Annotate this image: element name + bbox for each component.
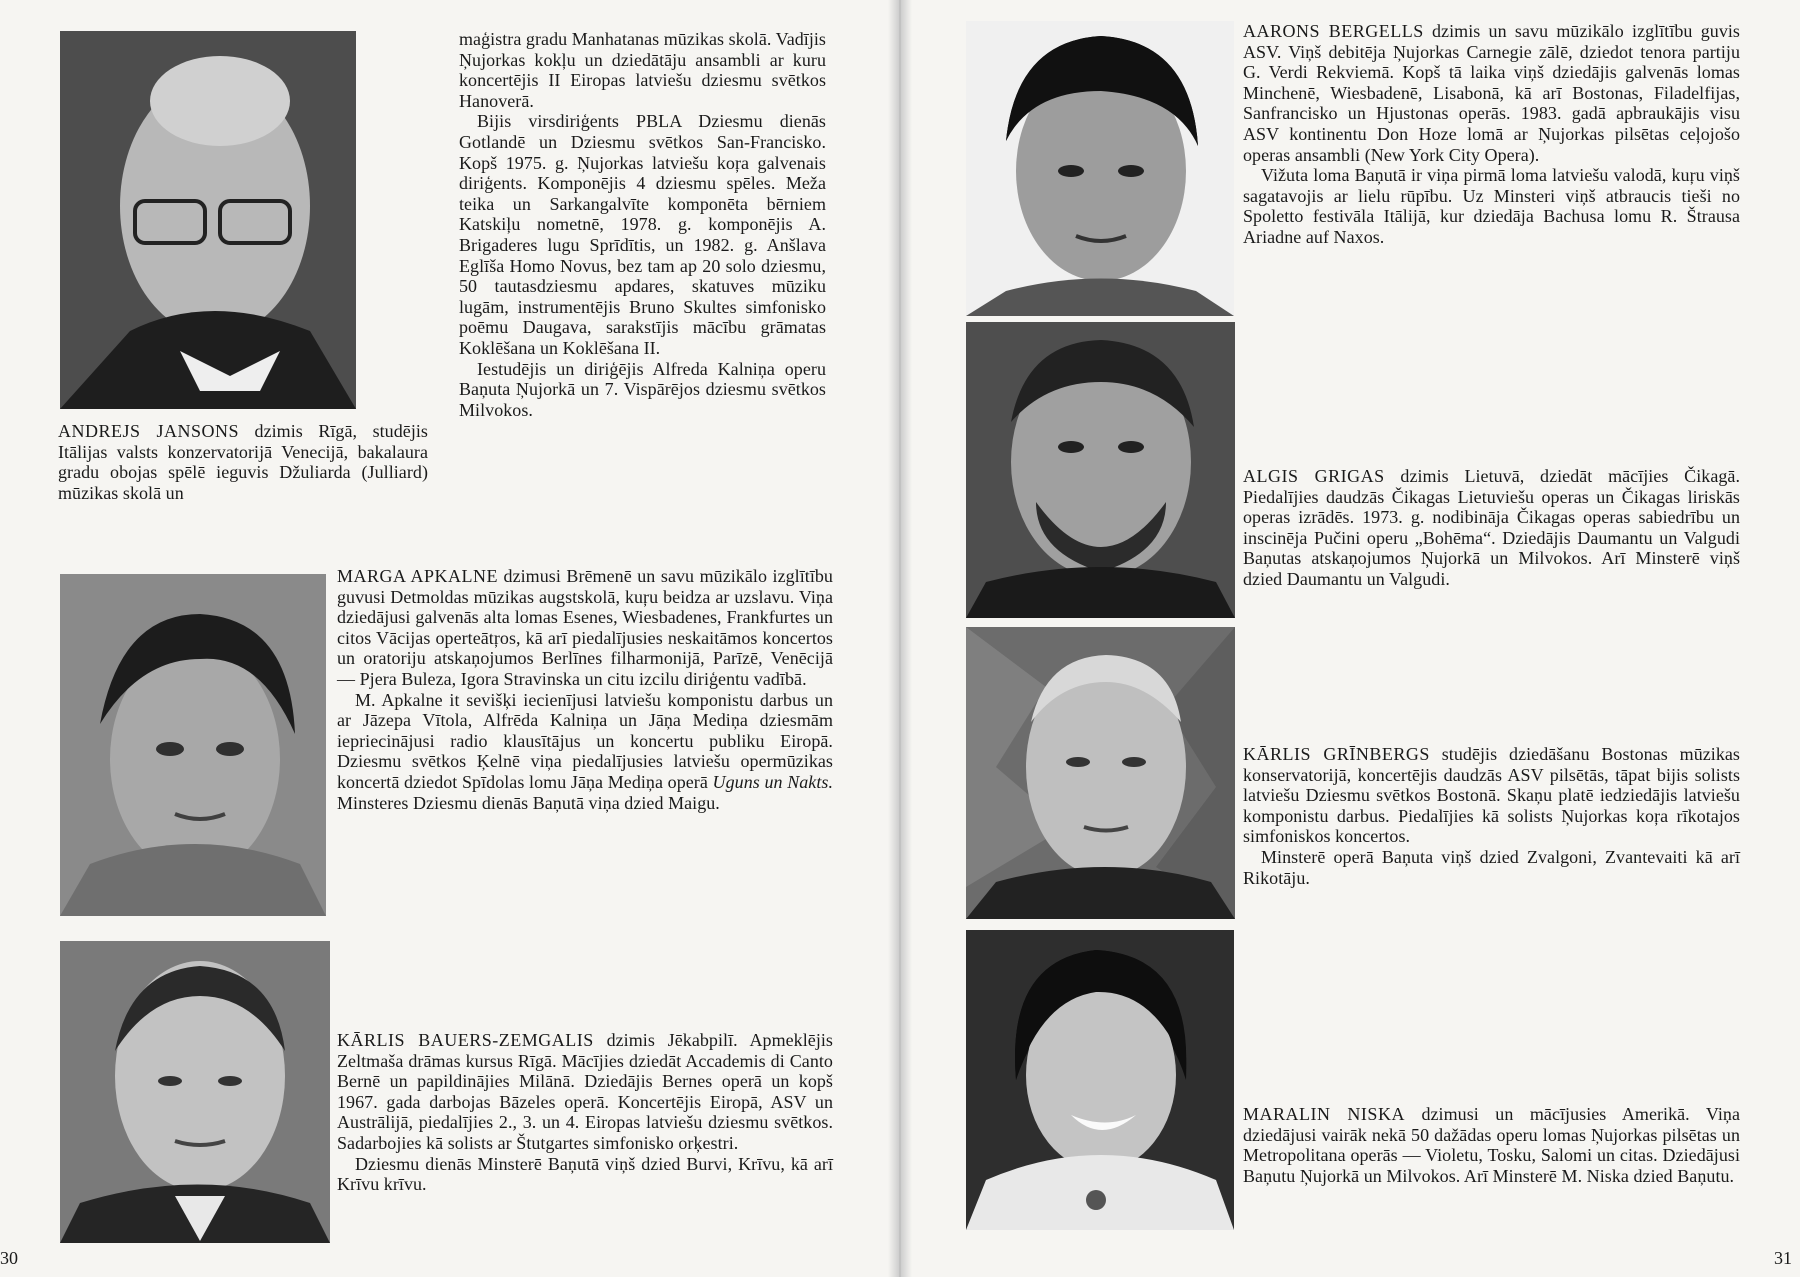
jansons-portrait (60, 31, 356, 409)
apkalne-portrait (60, 574, 326, 916)
bergells-bio (1243, 21, 1740, 248)
apkalne-bio (337, 566, 833, 813)
jansons-bio-p3: Iestudējis un diriģējis Alfreda Kalniņa operu Baņuta Ņujorkā un 7. Vispārējos dziesmu svētkos Milvokos. (459, 358, 826, 420)
jansons-bio-p1: dzimis Rīgā, studējis Itālijas valsts konzervatorijā Venecijā, bakalaura gradu obojas spēlē ieguvis Džuliarda (Julliard) mūzikas skolā un (58, 421, 428, 503)
grinbergs-bio-p1: studējis dziedāšanu Bostonas mūzikas konservatorijā, koncertējis daudzās ASV pilsētās, tāpat bijis solists latviešu Dziesmu svētkos Bostonā. Skaņu platē iedziedājis latviešu komponistu darbus. Piedalījies kā solists Ņujorkas koŗa rīkotajos simfoniskos koncertos. (1243, 744, 1740, 847)
bauers-portrait (60, 941, 330, 1243)
apkalne-bio-p2a: M. Apkalne it sevišķi iecienījusi latviešu komponistu darbus un ar Jāzepa Vītola, Alfrēda Kalniņa un Jāņa Mediņa dziesmām iepriecinājusi radio klausītājus un koncertu publiku Eiropā. Dziesmu svētkos Ķelnē viņa piedalījusies latviešu opermūzikas koncertā dziedot Spīdolas lomu Jāņa Mediņa operā (337, 689, 833, 792)
apkalne-opera-title: Uguns un Nakts. (712, 771, 833, 792)
apkalne-bio-p1: dzimusi Brēmenē un savu mūzikālo izglītību guvusi Detmoldas mūzikas augstskolā, kuŗu beidza ar uzslavu. Viņa dziedājusi galvenās alta lomas Esenes, Wiesbadenes, Frankfurtes un citos Vācijas operteātŗos, kā arī piedalījusies neskaitāmos koncertos un oratoriju atskaņojumos Berlīnes filharmonijā, Parīzē, Venēcijā — Pjera Buleza, Igora Stravinska un citu izcilu diriģentu vadībā. (337, 566, 833, 689)
grigas-portrait (966, 322, 1235, 618)
jansons-bio-start (58, 421, 428, 503)
page-number-right: 31 (1774, 1248, 1792, 1268)
bauers-bio (337, 1030, 833, 1195)
grigas-name: ALGIS GRIGAS (1243, 466, 1385, 486)
niska-bio-p1: dzimusi un mācījusies Amerikā. Viņa dziedājusi vairāk nekā 50 dažādas operu lomas Ņujorkas pilsētas un Metropolitana operās — Violetu, Tosku, Salomi un citas. Dziedājusi Baņutu Ņujorkā un Milvokos. Arī Minsterē M. Niska dzied Baņutu. (1243, 1104, 1741, 1186)
grinbergs-bio (1243, 744, 1740, 888)
jansons-bio-p1-cont: maģistra gradu Manhatanas mūzikas skolā. Vadījis Ņujorkas kokļu un dziedātāju ansambli ar kuru koncertējis II Eiropas latviešu dziesmu svētkos Hanoverā. (459, 29, 826, 111)
grinbergs-bio-p2: Minsterē operā Baņuta viņš dzied Zvalgoni, Zvantevaiti kā arī Rikotāju. (1243, 846, 1740, 888)
bauers-bio-p1: dzimis Jēkabpilī. Apmeklējis Zeltmaša drāmas kursus Rīgā. Mācījies dziedāt Accademis di Canto Bernē un papildinājies Milānā. Dziedājis Bernes operā un kopš 1967. gada darbojas Bāzeles operā. Koncertējis Eiropā, ASV un Austrālijā, piedalījies 2., 3. un 4. Eiropas latviešu dziesmu svētkos. Sadarbojies kā solists ar Štutgartes simfonisko orķestri. (337, 1030, 833, 1153)
jansons-bio-continued (459, 29, 826, 420)
niska-portrait (966, 930, 1234, 1230)
grigas-bio (1243, 466, 1740, 590)
bauers-bio-p2: Dziesmu dienās Minsterē Baņutā viņš dzied Burvi, Krīvu, kā arī Krīvu krīvu. (337, 1153, 833, 1195)
jansons-name: ANDREJS JANSONS (58, 421, 239, 441)
book-gutter (888, 0, 912, 1277)
bauers-name: KĀRLIS BAUERS-ZEMGALIS (337, 1030, 594, 1050)
apkalne-bio-p2b: Minsteres Dziesmu dienās Baņutā viņa dzied Maigu. (337, 792, 720, 813)
page-number-left: 30 (0, 1248, 18, 1268)
bergells-bio-p2: Vižuta loma Baņutā ir viņa pirmā loma latviešu valodā, kuŗu viņš sagatavojis ar lielu rūpību. Uz Minsteri viņš atbraucis tieši no Spoletto festivāla Itālijā, kur dziedāja Bachusa lomu R. Štrausa Ariadne auf Naxos. (1243, 165, 1740, 247)
grinbergs-name: KĀRLIS GRĪNBERGS (1243, 744, 1430, 764)
niska-bio (1243, 1104, 1740, 1186)
bergells-name: AARONS BERGELLS (1243, 21, 1424, 41)
niska-name: MARALIN NISKA (1243, 1104, 1405, 1124)
bergells-bio-p1: dzimis un savu mūzikālo izglītību guvis ASV. Viņš debitēja Ņujorkas Carnegie zālē, dziedot tenora partiju G. Verdi Rekviemā. Kopš tā laika viņš dziedājis galvenās lomas Minchenē, Wiesbadenē, Lisabonā, kā arī Bostonas, Filadelfijas, Sanfrancisko un Hjustonas operās. 1983. gadā apbraukājis visu ASV kontinentu Don Hoze lomā ar Ņujorkas pilsētas ceļojošo operas ansambli (New York City Opera). (1243, 21, 1740, 165)
grigas-bio-p1: dzimis Lietuvā, dziedāt mācījies Čikagā. Piedalījies daudzās Čikagas Lietuviešu operas un Čikagas liriskās operas izrādēs. 1973. g. nodibināja Čikagas operas sabiedrību un inscinēja Pučini operu „Bohēma“. Dziedājis Daumantu un Valgudi Baņutas atskaņojumos Ņujorkā un Milvokos. Arī Minsterē viņš dzied Daumantu un Valgudi. (1243, 466, 1741, 589)
bergells-portrait (966, 21, 1234, 316)
grinbergs-portrait (966, 627, 1235, 919)
apkalne-name: MARGA APKALNE (337, 566, 498, 586)
jansons-bio-p2: Bijis virsdiriģents PBLA Dziesmu dienās Gotlandē un Dziesmu svētkos San-Francisko. Kopš 1975. g. Ņujorkas latviešu koŗa galvenais diriģents. Komponējis 4 dziesmu spēles. Meža teika un Sarkangalvīte komponēta bērniem Katskiļu nometnē, 1978. g. komponējis A. Brigaderes lugu Sprīdītis, un 1982. g. Anšlava Eglīša Homo Novus, bez tam ap 20 solo dziesmu, 50 tautasdziesmu apdares, skatuves mūziku lugām, instrumentējis Bruno Skultes simfonisko poēmu Daugava, sarakstījis mācību grāmatas Koklēšana un Koklēšana II. (459, 111, 826, 358)
